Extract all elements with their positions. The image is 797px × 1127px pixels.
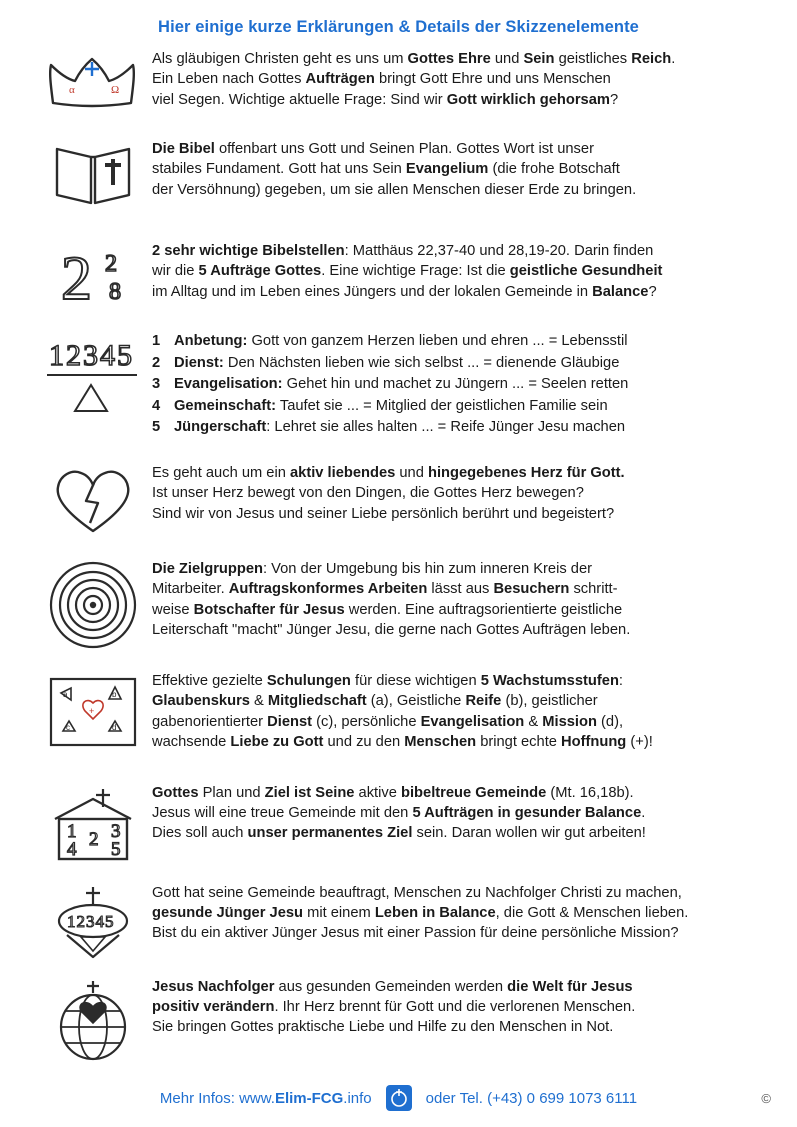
row-text: [152, 557, 781, 641]
row-line: Als gläubigen Christen geht es uns um Gottes Ehre und Sein geistliches Reich.: [152, 51, 676, 67]
icon-cell: [34, 329, 152, 417]
list-item: [152, 417, 781, 439]
content-row: [0, 137, 797, 207]
row-line: Die Bibel offenbart uns Gott und Seinen Plan. Gottes Wort ist unser: [152, 141, 594, 157]
content-row: [0, 329, 797, 439]
row-line: Jesus Nachfolger aus gesunden Gemeinden werden die Welt für Jesus: [152, 978, 633, 995]
svg-text:4: 4: [67, 838, 77, 860]
two-28-icon: [43, 243, 143, 309]
svg-text:12345: 12345: [67, 911, 115, 931]
content-row: [0, 47, 797, 113]
footer-phone: oder Tel. (+43) 0 699 1073 6111: [425, 1089, 638, 1107]
globe-heart-icon: [45, 979, 141, 1063]
row-line: Sind wir von Jesus und seiner Liebe persönlich berührt und begeistert?: [152, 505, 615, 522]
footer: [0, 1085, 797, 1111]
row-text: [152, 881, 781, 944]
row-line: Ist unser Herz bewegt von den Dingen, die Gottes Herz bewegen?: [152, 485, 584, 502]
row-line: der Versöhnung) gegeben, um sie allen Menschen dieser Erde zu bringen.: [152, 181, 637, 198]
svg-text:Ω: Ω: [111, 84, 120, 96]
svg-text:d: d: [112, 722, 117, 732]
list-item: [152, 353, 781, 375]
crown-icon: [45, 51, 141, 113]
svg-text:12345: 12345: [49, 339, 134, 372]
svg-text:2: 2: [89, 828, 99, 850]
content-row: [0, 881, 797, 961]
content-row: [0, 461, 797, 537]
row-line: Die Zielgruppen: Von der Umgebung bis hin zum inneren Kreis der: [152, 560, 593, 577]
list-text: Evangelisation: Gehet hin und machet zu Jüngern ... = Seelen retten: [174, 376, 629, 393]
row-line: Es geht auch um ein aktiv liebendes und hingegebenes Herz für Gott.: [152, 464, 625, 481]
disciple-oval-icon: [43, 885, 143, 961]
row-line: Leiterschaft "macht" Jünger Jesu, die gerne nach Gottes Aufträgen leben.: [152, 622, 631, 639]
content-row: [0, 557, 797, 649]
icon-cell: [34, 239, 152, 309]
row-text: [152, 47, 781, 110]
row-line: Jesus will eine treue Gemeinde mit den 5 Aufträgen in gesunder Balance.: [152, 805, 646, 821]
row-line: Bist du ein aktiver Jünger Jesus mit einer Passion für deine persönliche Mission?: [152, 925, 679, 942]
list-text: Jüngerschaft: Lehret sie alles halten ... = Reife Jünger Jesu machen: [174, 419, 626, 436]
row-line: wir die 5 Aufträge Gottes. Eine wichtige Frage: Ist die geistliche Gesundheit: [152, 263, 663, 280]
copyright-mark: ©: [761, 1090, 771, 1106]
row-line: Sie bringen Gottes praktische Liebe und Hilfe zu den Menschen in Not.: [152, 1019, 614, 1036]
row-line: viel Segen. Wichtige aktuelle Frage: Sind wir Gott wirklich gehorsam?: [152, 91, 619, 108]
svg-text:3: 3: [111, 820, 121, 842]
svg-text:5: 5: [111, 838, 121, 860]
svg-text:c: c: [66, 722, 70, 732]
row-text: [152, 239, 781, 302]
church-house-icon: [41, 785, 145, 865]
svg-text:1: 1: [67, 820, 77, 842]
icon-cell: [34, 781, 152, 865]
row-text: [152, 137, 781, 200]
row-text: [152, 975, 781, 1038]
list-text: Dienst: Den Nächsten lieben wie sich selbst ... = dienende Gläubige: [174, 354, 620, 371]
row-text: [152, 461, 781, 524]
icon-cell: [34, 137, 152, 207]
training-grid-icon: [45, 673, 141, 751]
logo-badge-icon: [386, 1085, 412, 1111]
row-line: positiv verändern. Ihr Herz brennt für Gott und die verlorenen Menschen.: [152, 999, 636, 1015]
svg-text:2: 2: [61, 245, 92, 309]
svg-text:α: α: [69, 84, 75, 96]
content-row: [0, 975, 797, 1063]
row-line: 2 sehr wichtige Bibelstellen: Matthäus 22,37-40 und 28,19-20. Darin finden: [152, 243, 654, 259]
svg-text:b: b: [112, 689, 117, 699]
row-line: wachsende Liebe zu Gott und zu den Menschen bringt echte Hoffnung (+)!: [152, 734, 653, 751]
footer-brand: Elim-FCG: [274, 1089, 344, 1107]
row-line: Gottes Plan und Ziel ist Seine aktive bibeltreue Gemeinde (Mt. 16,18b).: [152, 784, 634, 801]
footer-info-prefix: Mehr Infos: www.: [159, 1089, 275, 1107]
broken-heart-icon: [50, 465, 136, 537]
list-number: 3: [152, 376, 161, 393]
svg-text:2: 2: [105, 251, 117, 277]
icon-cell: [34, 557, 152, 649]
row-line: Mitarbeiter. Auftragskonformes Arbeiten lässt aus Besuchern schritt-: [152, 581, 618, 598]
list-item: [152, 331, 781, 353]
icon-cell: [34, 461, 152, 537]
row-line: Dies soll auch unser permanentes Ziel sein. Daran wollen wir gut arbeiten!: [152, 825, 646, 842]
page-title: Hier einige kurze Erklärungen & Details der Skizzenelemente: [158, 18, 639, 36]
bible-book-icon: [47, 141, 139, 207]
row-line: Glaubenskurs & Mitgliedschaft (a), Geistliche Reife (b), geistlicher: [152, 693, 598, 710]
list-number: 5: [152, 419, 161, 436]
row-line: gabenorientierter Dienst (c), persönliche Evangelisation & Mission (d),: [152, 713, 624, 730]
row-text: [152, 781, 781, 844]
list-number: 2: [152, 354, 161, 371]
icon-cell: [34, 669, 152, 751]
row-text: [152, 329, 781, 439]
svg-text:8: 8: [109, 279, 121, 305]
list-item: [152, 396, 781, 418]
list-item: [152, 374, 781, 396]
content-rows: [0, 47, 797, 1063]
row-line: Gott hat seine Gemeinde beauftragt, Menschen zu Nachfolger Christi zu machen,: [152, 884, 682, 901]
target-circles-icon: [49, 561, 137, 649]
row-line: Effektive gezielte Schulungen für diese wichtigen 5 Wachstumsstufen:: [152, 672, 624, 689]
row-line: im Alltag und im Leben eines Jüngers und der lokalen Gemeinde in Balance?: [152, 283, 657, 300]
row-line: weise Botschafter für Jesus werden. Eine auftragsorientierte geistliche: [152, 601, 623, 618]
list-number: 4: [152, 397, 161, 414]
12345-triangle-icon: [41, 333, 145, 417]
row-line: Ein Leben nach Gottes Aufträgen bringt Gott Ehre und uns Menschen: [152, 71, 611, 88]
footer-info-link[interactable]: [160, 1090, 372, 1107]
row-line: stabiles Fundament. Gott hat uns Sein Evangelium (die frohe Botschaft: [152, 161, 620, 178]
list-text: Anbetung: Gott von ganzem Herzen lieben und ehren ... = Lebensstil: [174, 333, 628, 349]
icon-cell: [34, 881, 152, 961]
list-text: Gemeinschaft: Taufet sie ... = Mitglied der geistlichen Familie sein: [174, 397, 608, 414]
row-text: [152, 669, 781, 753]
row-line: gesunde Jünger Jesu mit einem Leben in Balance, die Gott & Menschen lieben.: [152, 905, 689, 921]
content-row: [0, 239, 797, 309]
footer-brand-suffix: .info: [343, 1089, 372, 1107]
svg-text:+: +: [89, 705, 95, 716]
content-row: [0, 781, 797, 865]
svg-text:a: a: [63, 689, 68, 699]
icon-cell: [34, 975, 152, 1063]
list-number: 1: [152, 333, 161, 349]
content-row: [0, 669, 797, 753]
icon-cell: [34, 47, 152, 113]
